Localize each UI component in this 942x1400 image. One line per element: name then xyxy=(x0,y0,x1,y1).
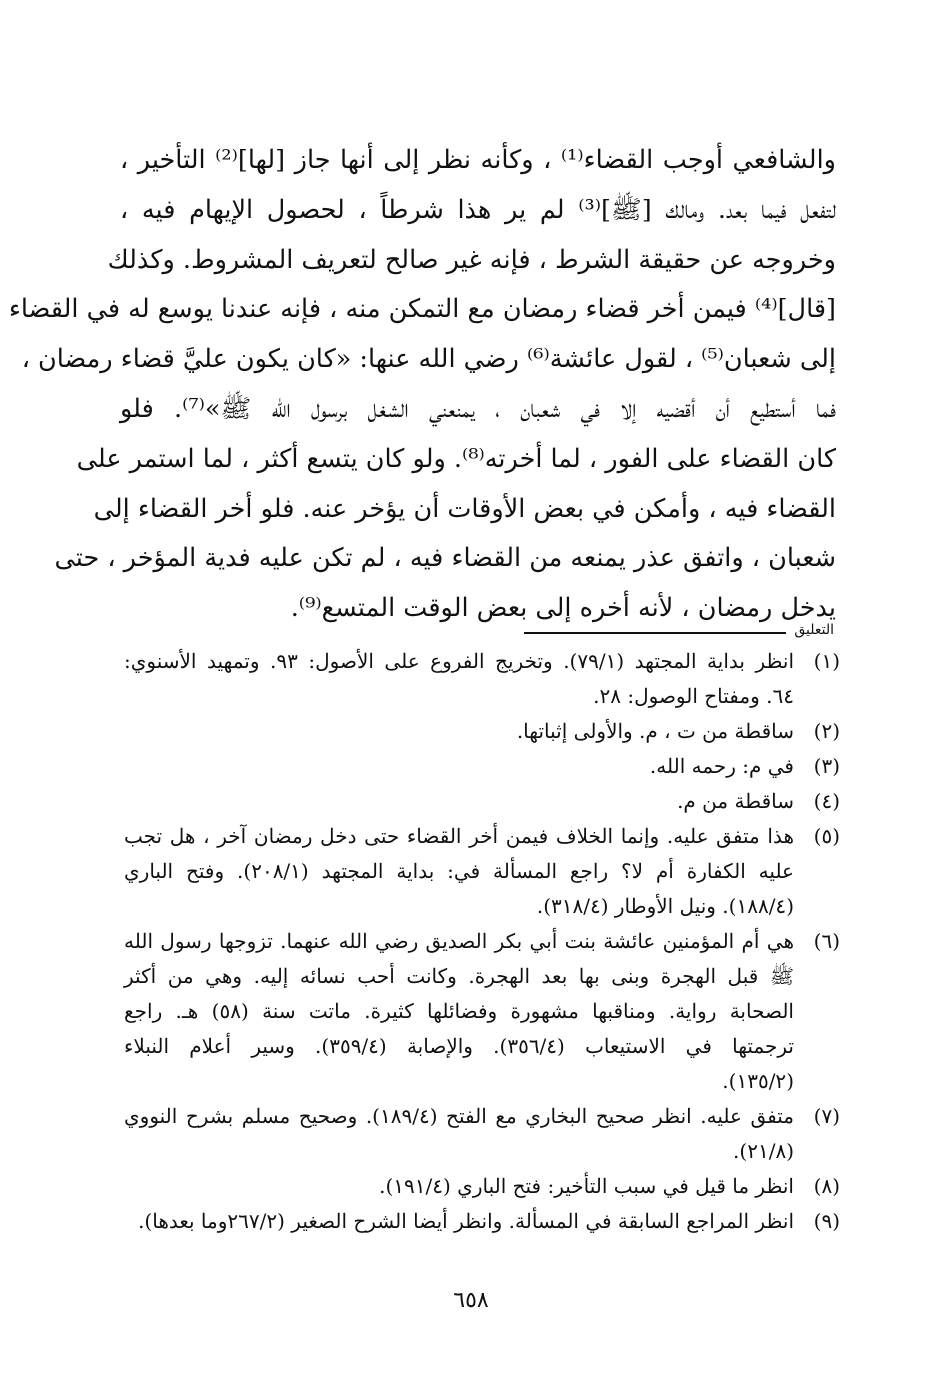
footnote-number: (٣) xyxy=(813,754,840,778)
footnote-number: (٩) xyxy=(813,1209,840,1233)
footnote-text xyxy=(124,644,794,714)
main-text-line: لتفعل فيما بعد. ومالك [ﷺ]⁽³⁾ لم ير هذا شرطاً ، لحصول الإيهام فيه ، xyxy=(120,194,836,225)
main-text xyxy=(8,136,836,634)
footnote-line: انظر ما قيل في سبب التأخير: فتح الباري (١٩١/٤). xyxy=(379,1174,794,1198)
footnote-number: (٧) xyxy=(813,1104,840,1128)
footnote-line: متفق عليه. انظر صحيح البخاري مع الفتح (١٨٩/٤). وصحيح مسلم بشرح النووي xyxy=(124,1104,794,1128)
footnote xyxy=(124,714,840,749)
footnote-text xyxy=(124,1169,794,1204)
main-text-line: والشافعي أوجب القضاء⁽¹⁾ ، وكأنه نظر إلى أنها جاز [لها]⁽²⁾ التأخير ، xyxy=(120,145,836,175)
main-text-line: يدخل رمضان ، لأنه أخره إلى بعض الوقت المتسع⁽⁹⁾. xyxy=(290,593,836,624)
page-number: ٦٥٨ xyxy=(453,1288,489,1313)
footnote xyxy=(124,749,840,784)
separator-label: التعليق xyxy=(794,622,834,638)
footnote-text xyxy=(124,1204,794,1239)
footnote-line: ترجمتها في الاستيعاب (٣٥٦/٤). والإصابة (٣٥٩/٤). وسير أعلام النبلاء xyxy=(124,1034,794,1058)
footnote-number: (٥) xyxy=(813,824,840,848)
footnote xyxy=(124,1099,840,1169)
footnote-line: هذا متفق عليه. وإنما الخلاف فيمن أخر القضاء حتى دخل رمضان آخر ، هل تجب xyxy=(124,824,794,848)
footnote xyxy=(124,924,840,1099)
footnote-line: (١٣٥/٢). xyxy=(722,1069,794,1093)
main-text-line: القضاء فيه ، وأمكن في بعض الأوقات أن يؤخر عنه. فلو أخر القضاء إلى xyxy=(93,493,836,524)
footnote-text xyxy=(124,819,794,924)
footnote-line: (٢١/٨). xyxy=(733,1139,794,1163)
footnote xyxy=(124,1204,840,1239)
main-text-line: وخروجه عن حقيقة الشرط ، فإنه غير صالح لتعريف المشروط. وكذلك xyxy=(107,244,836,275)
footnote-number: (٦) xyxy=(813,929,840,953)
footnote-text xyxy=(124,1099,794,1169)
footnote-text xyxy=(124,924,794,1099)
footnote-line: في م: رحمه الله. xyxy=(649,754,794,778)
footnote-line: الصحابة رواية. ومناقبها مشهورة وفضائلها كثيرة. ماتت سنة (٥٨) هـ. راجع xyxy=(124,999,794,1023)
footnote-line: ساقطة من ت ، م. والأولى إثباتها. xyxy=(516,719,794,743)
footnote-line: انظر بداية المجتهد (٧٩/١). وتخريج الفروع على الأصول: ٩٣. وتمهيد الأسنوي: xyxy=(124,649,795,673)
footnote-number: (٢) xyxy=(813,719,840,743)
footnote-line: ٦٤. ومفتاح الوصول: ٢٨. xyxy=(593,684,794,708)
separator-line xyxy=(524,632,786,634)
footnote-number: (٨) xyxy=(813,1174,840,1198)
footnote-line: عليه الكفارة أم لا؟ راجع المسألة في: بداية المجتهد (٢٠٨/١). وفتح الباري xyxy=(124,859,794,883)
main-text-line: فما أستطيع أن أقضيه إلا في شعبان ، يمنعني الشغل برسول الله ﷺ»⁽⁷⁾. فلو xyxy=(120,393,836,424)
footnote-line: انظر المراجع السابقة في المسألة. وانظر أيضا الشرح الصغير (٢٦٧/٢وما بعدها). xyxy=(138,1209,794,1233)
footnote xyxy=(124,1169,840,1204)
footnote-text xyxy=(124,749,794,784)
footnote-number: (١) xyxy=(813,649,840,673)
main-text-line: [قال]⁽⁴⁾ فيمن أخر قضاء رمضان مع التمكن منه ، فإنه عندنا يوسع له في القضاء xyxy=(8,294,836,325)
footnote xyxy=(124,819,840,924)
main-text-line: كان القضاء على الفور ، لما أخرته⁽⁸⁾. ولو كان يتسع أكثر ، لما استمر على xyxy=(76,443,836,474)
footnote-text xyxy=(124,784,794,819)
footnote-text xyxy=(124,714,794,749)
footnotes xyxy=(124,644,840,1239)
footnote-number: (٤) xyxy=(813,789,840,813)
footnote xyxy=(124,784,840,819)
footnote-line: هي أم المؤمنين عائشة بنت أبي بكر الصديق رضي الله عنهما. تزوجها رسول الله xyxy=(124,929,794,953)
footnote-line: ﷺ قبل الهجرة وبنى بها بعد الهجرة. وكانت أحب نسائه إليه. وهي من أكثر xyxy=(124,964,794,988)
main-text-line: شعبان ، واتفق عذر يمنعه من القضاء فيه ، لم تكن عليه فدية المؤخر ، حتى xyxy=(54,543,836,574)
footnote-line: ساقطة من م. xyxy=(677,789,794,813)
footnote-line: (١٨٨/٤). ونيل الأوطار (٣١٨/٤). xyxy=(536,894,794,918)
main-text-line: إلى شعبان⁽⁵⁾ ، لقول عائشة⁽⁶⁾ رضي الله عنها: «كان يكون عليَّ قضاء رمضان ، xyxy=(21,344,836,375)
footnote xyxy=(124,644,840,714)
